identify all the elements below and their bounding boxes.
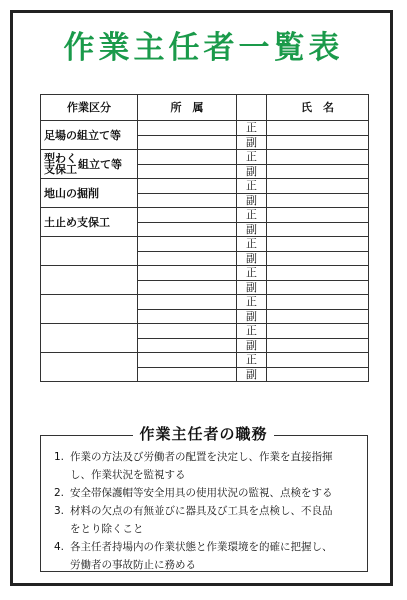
name-cell xyxy=(267,266,369,281)
affiliation-cell xyxy=(138,135,237,150)
duty-line: をとり除くこと xyxy=(70,523,144,535)
header-category: 作業区分 xyxy=(41,95,138,121)
category-cell xyxy=(41,295,138,324)
category-cell xyxy=(41,266,138,295)
table-row xyxy=(41,208,369,223)
name-cell xyxy=(267,164,369,179)
duty-line: 各主任者持場内の作業状態と作業環境を的確に把握し、 xyxy=(70,541,333,553)
affiliation-cell xyxy=(138,280,237,295)
duty-line: 安全帯保護帽等安全用具の使用状況の監視、点検をする xyxy=(70,487,333,499)
duty-number: 1. xyxy=(54,451,65,463)
name-cell xyxy=(267,135,369,150)
category-cell xyxy=(41,237,138,266)
name-cell xyxy=(267,208,369,223)
name-cell xyxy=(267,367,369,382)
duty-line: 作業の方法及び労働者の配置を決定し、作業を直接指揮 xyxy=(70,451,333,463)
secondary-label: 副 xyxy=(237,338,267,353)
name-cell xyxy=(267,121,369,136)
category-cell: 地山の掘削 xyxy=(41,179,138,208)
secondary-label: 副 xyxy=(237,309,267,324)
secondary-label: 副 xyxy=(237,280,267,295)
name-cell xyxy=(267,338,369,353)
table-row xyxy=(41,353,369,368)
affiliation-cell xyxy=(138,367,237,382)
category-suffix: 組立て等 xyxy=(78,157,122,171)
table-row xyxy=(41,150,369,165)
table-row xyxy=(41,121,369,136)
duty-line: し、作業状況を監視する xyxy=(70,469,186,481)
category-cell: 足場の組立て等 xyxy=(41,121,138,150)
affiliation-cell xyxy=(138,353,237,368)
name-cell xyxy=(267,222,369,237)
duty-item xyxy=(54,502,359,538)
table-row xyxy=(41,295,369,310)
name-cell xyxy=(267,280,369,295)
secondary-label: 副 xyxy=(237,164,267,179)
name-cell xyxy=(267,179,369,194)
secondary-label: 副 xyxy=(237,367,267,382)
secondary-label: 副 xyxy=(237,193,267,208)
affiliation-cell xyxy=(138,208,237,223)
table-row xyxy=(41,266,369,281)
table-row xyxy=(41,179,369,194)
affiliation-cell xyxy=(138,121,237,136)
affiliation-cell xyxy=(138,309,237,324)
duties-list xyxy=(54,448,359,574)
affiliation-cell xyxy=(138,222,237,237)
primary-label: 正 xyxy=(237,324,267,339)
primary-label: 正 xyxy=(237,121,267,136)
header-affiliation: 所 属 xyxy=(138,95,237,121)
name-cell xyxy=(267,251,369,266)
primary-label: 正 xyxy=(237,295,267,310)
duty-text xyxy=(70,484,359,502)
name-cell xyxy=(267,353,369,368)
header-name: 氏 名 xyxy=(267,95,369,121)
affiliation-cell xyxy=(138,237,237,252)
table-row xyxy=(41,237,369,252)
table-row xyxy=(41,324,369,339)
name-cell xyxy=(267,237,369,252)
primary-label: 正 xyxy=(237,150,267,165)
affiliation-cell xyxy=(138,266,237,281)
table-header-row xyxy=(41,95,369,121)
duties-title xyxy=(0,423,407,444)
affiliation-cell xyxy=(138,150,237,165)
affiliation-cell xyxy=(138,295,237,310)
sign-title: 作業主任者一覧表 xyxy=(63,30,344,66)
secondary-label: 副 xyxy=(237,222,267,237)
duty-text xyxy=(70,538,359,574)
category-line2: 支保工 xyxy=(44,163,77,176)
duty-text xyxy=(70,448,359,484)
secondary-label: 副 xyxy=(237,251,267,266)
secondary-label: 副 xyxy=(237,135,267,150)
duty-line: 労働者の事故防止に務める xyxy=(70,559,196,571)
duty-item xyxy=(54,448,359,484)
name-cell xyxy=(267,150,369,165)
category-cell xyxy=(41,150,138,179)
category-cell xyxy=(41,353,138,382)
duty-number: 4. xyxy=(54,541,65,553)
duty-number: 3. xyxy=(54,505,65,517)
primary-label: 正 xyxy=(237,179,267,194)
name-cell xyxy=(267,324,369,339)
supervisor-table xyxy=(40,94,369,382)
duty-number: 2. xyxy=(54,487,65,499)
affiliation-cell xyxy=(138,338,237,353)
category-line1: 型わく xyxy=(44,152,77,165)
duty-item xyxy=(54,484,359,502)
name-cell xyxy=(267,309,369,324)
affiliation-cell xyxy=(138,164,237,179)
duty-item xyxy=(54,538,359,574)
affiliation-cell xyxy=(138,179,237,194)
affiliation-cell xyxy=(138,324,237,339)
primary-label: 正 xyxy=(237,237,267,252)
duty-line: 材料の欠点の有無並びに器具及び工具を点検し、不良品 xyxy=(70,505,333,517)
duty-text xyxy=(70,502,359,538)
affiliation-cell xyxy=(138,193,237,208)
primary-label: 正 xyxy=(237,266,267,281)
category-cell xyxy=(41,324,138,353)
primary-label: 正 xyxy=(237,353,267,368)
header-blank xyxy=(237,95,267,121)
affiliation-cell xyxy=(138,251,237,266)
name-cell xyxy=(267,193,369,208)
duties-title-text: 作業主任者の職務 xyxy=(133,425,273,443)
name-cell xyxy=(267,295,369,310)
category-cell: 土止め支保工 xyxy=(41,208,138,237)
primary-label: 正 xyxy=(237,208,267,223)
